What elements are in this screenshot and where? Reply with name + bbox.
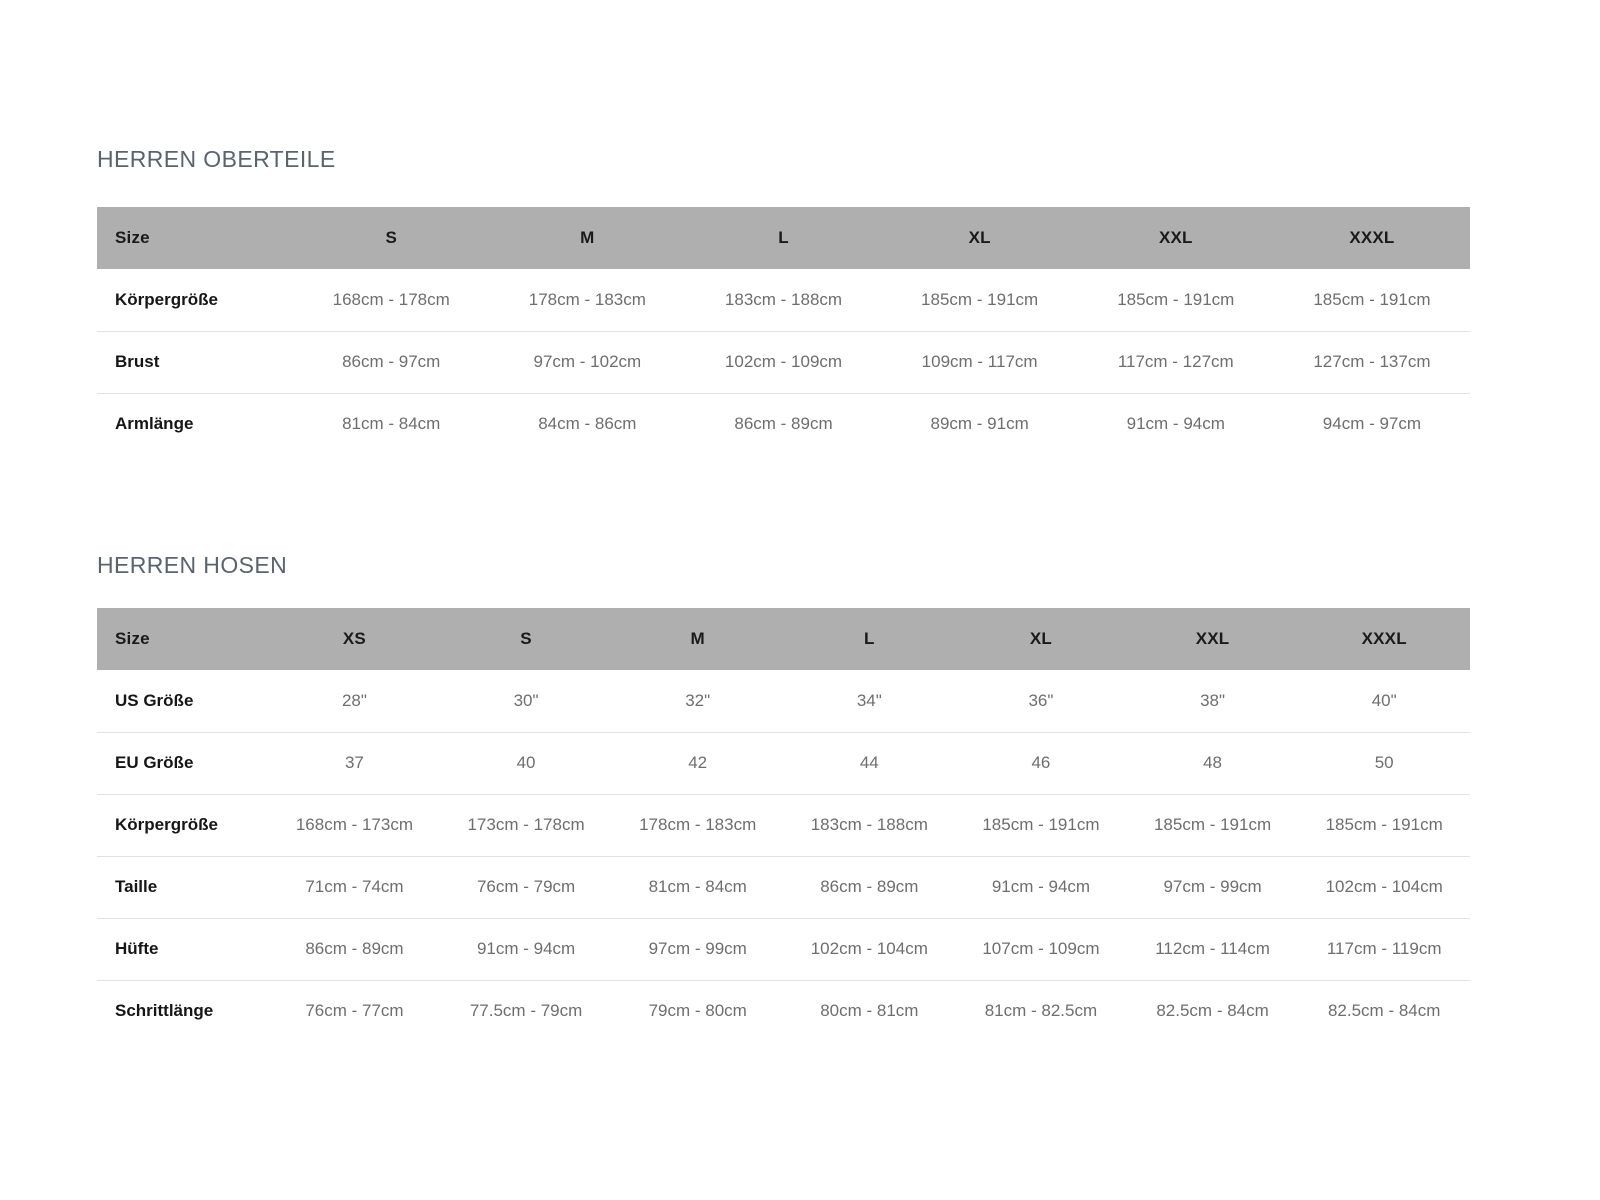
size-value-cell: 185cm - 191cm <box>1313 289 1431 309</box>
row-koerpergroesse <box>97 794 1470 856</box>
size-value-cell: 40" <box>1371 690 1397 710</box>
row-label: Schrittlänge <box>97 980 269 1042</box>
size-value-cell: 91cm - 94cm <box>440 918 612 980</box>
size-value-cell: 46 <box>955 732 1127 794</box>
size-value-cell: 185cm - 191cm <box>1298 794 1470 856</box>
size-value-cell: 81cm - 84cm <box>293 393 489 455</box>
size-value-cell: 79cm - 80cm <box>612 980 784 1042</box>
row-koerpergroesse <box>97 269 1470 331</box>
column-header-xxl: XXL <box>1078 207 1274 269</box>
column-header-xs: XS <box>269 608 441 670</box>
size-value-cell: 86cm - 89cm <box>685 393 881 455</box>
size-value-cell: 178cm - 183cm <box>528 289 646 309</box>
column-header-xl: XL <box>882 207 1078 269</box>
column-header-l: L <box>685 207 881 269</box>
section-title-hosen: HERREN HOSEN <box>97 552 288 578</box>
size-value-cell: 82.5cm - 84cm <box>1127 980 1299 1042</box>
size-value-cell: 185cm - 191cm <box>1127 794 1299 856</box>
size-value-cell: 38" <box>1200 690 1226 710</box>
size-value-cell: 81cm - 82.5cm <box>955 980 1127 1042</box>
size-value-cell: 44 <box>784 732 956 794</box>
size-value-cell: 112cm - 114cm <box>1127 918 1299 980</box>
section-herren-oberteile <box>97 145 1470 455</box>
size-value-cell: 94cm - 97cm <box>1274 393 1470 455</box>
size-value-cell: 82.5cm - 84cm <box>1298 980 1470 1042</box>
column-header-s: S <box>440 608 612 670</box>
row-label: Taille <box>97 856 269 918</box>
size-value-cell: 76cm - 77cm <box>269 980 441 1042</box>
size-value-cell: 183cm - 188cm <box>724 289 843 309</box>
section-herren-hosen <box>97 551 1470 1042</box>
row-eu-groesse <box>97 732 1470 794</box>
column-header-m: M <box>612 608 784 670</box>
column-header-xxl: XXL <box>1127 608 1299 670</box>
hosen-header-row <box>97 608 1470 670</box>
size-value-cell: 84cm - 86cm <box>489 393 685 455</box>
oberteile-size-table <box>97 207 1470 455</box>
size-value-cell: 48 <box>1127 732 1299 794</box>
size-value-cell: 117cm - 127cm <box>1078 331 1274 393</box>
oberteile-header-row <box>97 207 1470 269</box>
size-value-cell: 91cm - 94cm <box>955 856 1127 918</box>
size-value-cell: 97cm - 99cm <box>612 918 784 980</box>
row-label: Armlänge <box>97 393 293 455</box>
size-value-cell: 89cm - 91cm <box>882 393 1078 455</box>
size-value-cell: 37 <box>269 732 441 794</box>
size-value-cell: 102cm - 109cm <box>685 331 881 393</box>
row-label: Körpergröße <box>97 794 269 856</box>
row-label: Hüfte <box>97 918 269 980</box>
size-value-cell: 80cm - 81cm <box>784 980 956 1042</box>
size-value-cell: 32" <box>685 690 711 710</box>
size-value-cell: 91cm - 94cm <box>1078 393 1274 455</box>
size-value-cell: 71cm - 74cm <box>269 856 441 918</box>
size-value-cell: 81cm - 84cm <box>612 856 784 918</box>
section-title-oberteile: HERREN OBERTEILE <box>97 146 336 172</box>
size-value-cell: 30" <box>513 690 539 710</box>
size-value-cell: 102cm - 104cm <box>1298 856 1470 918</box>
size-value-cell: 107cm - 109cm <box>955 918 1127 980</box>
size-value-cell: 168cm - 178cm <box>332 289 450 309</box>
size-value-cell: 86cm - 89cm <box>784 856 956 918</box>
size-value-cell: 183cm - 188cm <box>784 794 956 856</box>
size-value-cell: 76cm - 79cm <box>440 856 612 918</box>
column-header-l: L <box>784 608 956 670</box>
size-value-cell: 86cm - 89cm <box>269 918 441 980</box>
size-value-cell: 117cm - 119cm <box>1298 918 1470 980</box>
row-schrittlaenge <box>97 980 1470 1042</box>
column-header-size: Size <box>97 608 269 670</box>
size-value-cell: 173cm - 178cm <box>440 794 612 856</box>
size-value-cell: 42 <box>612 732 784 794</box>
size-value-cell: 97cm - 102cm <box>489 331 685 393</box>
row-armlaenge <box>97 393 1470 455</box>
row-label: Körpergröße <box>115 289 218 309</box>
size-value-cell: 127cm - 137cm <box>1274 331 1470 393</box>
size-value-cell: 28" <box>341 690 367 710</box>
size-value-cell: 40 <box>440 732 612 794</box>
column-header-xxxl: XXXL <box>1274 207 1470 269</box>
row-huefte <box>97 918 1470 980</box>
size-value-cell: 168cm - 173cm <box>269 794 441 856</box>
row-label: US Größe <box>115 690 194 710</box>
row-label: Brust <box>97 331 293 393</box>
row-taille <box>97 856 1470 918</box>
size-value-cell: 109cm - 117cm <box>882 331 1078 393</box>
size-value-cell: 178cm - 183cm <box>612 794 784 856</box>
row-label: EU Größe <box>97 732 269 794</box>
size-value-cell: 86cm - 97cm <box>293 331 489 393</box>
size-value-cell: 102cm - 104cm <box>784 918 956 980</box>
size-value-cell: 185cm - 191cm <box>921 289 1039 309</box>
size-value-cell: 34" <box>856 690 882 710</box>
size-value-cell: 36" <box>1028 690 1054 710</box>
row-us-groesse <box>97 670 1470 732</box>
size-value-cell: 50 <box>1298 732 1470 794</box>
hosen-size-table <box>97 608 1470 1042</box>
column-header-m: M <box>489 207 685 269</box>
column-header-xxxl: XXXL <box>1298 608 1470 670</box>
column-header-s: S <box>293 207 489 269</box>
column-header-size: Size <box>97 207 293 269</box>
size-value-cell: 185cm - 191cm <box>1117 289 1235 309</box>
size-value-cell: 185cm - 191cm <box>955 794 1127 856</box>
size-value-cell: 97cm - 99cm <box>1127 856 1299 918</box>
row-brust <box>97 331 1470 393</box>
size-value-cell: 77.5cm - 79cm <box>440 980 612 1042</box>
column-header-xl: XL <box>955 608 1127 670</box>
